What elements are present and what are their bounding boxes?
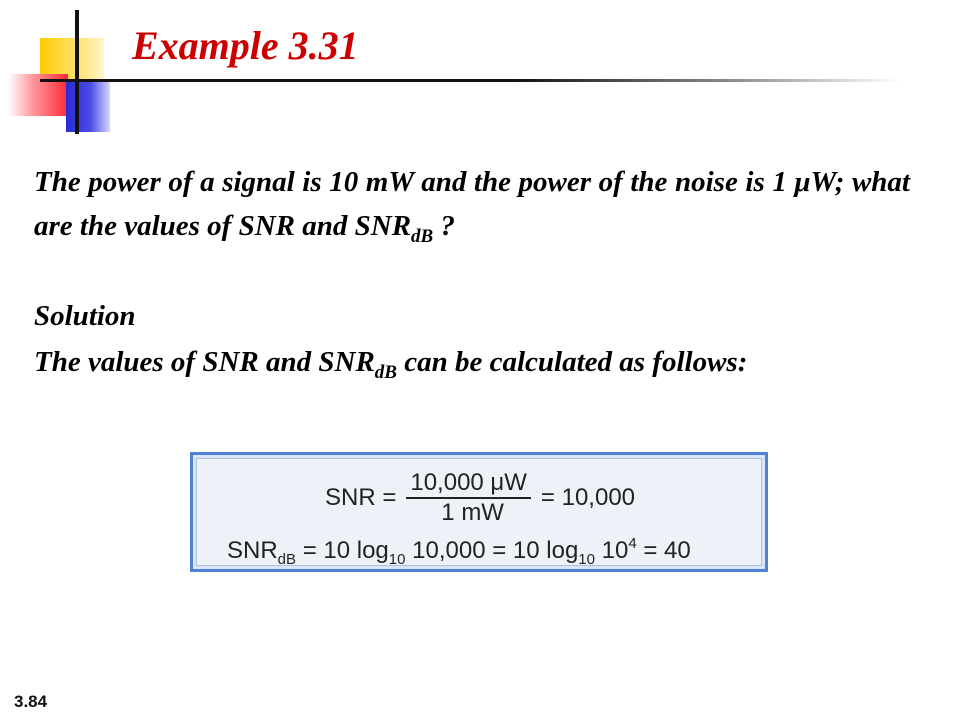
- log-base-1: 10: [388, 551, 406, 568]
- solution-subscript: dB: [374, 362, 397, 383]
- snr-formula: [325, 469, 635, 527]
- fraction-denominator: 1 mW: [441, 499, 504, 526]
- question-subscript: dB: [411, 226, 434, 247]
- snr-db-formula: [227, 535, 691, 568]
- snr-fraction: [406, 469, 531, 527]
- formula-box: [190, 452, 768, 572]
- snr-db-result: = 40: [636, 537, 691, 564]
- solution-heading: Solution: [34, 300, 136, 332]
- question-text: [34, 160, 910, 248]
- snr-lhs: SNR =: [325, 484, 397, 511]
- solution-part1: The values of SNR and SNR: [34, 346, 375, 378]
- snr-db-part-c: 10: [594, 537, 629, 564]
- solution-part2: can be calculated as follows:: [396, 346, 748, 378]
- decor-blue-square: [66, 80, 110, 132]
- snr-db-part-a: = 10 log: [296, 537, 389, 564]
- question-main: The power of a signal is 10 mW and the power of the noise is 1 μW; what are the values of SNR and SNR: [34, 166, 910, 242]
- title-underline: [40, 79, 900, 82]
- snr-db-subscript: dB: [277, 551, 297, 568]
- log-base-2: 10: [578, 551, 595, 568]
- snr-db-part-b: 10,000 = 10 log: [405, 537, 579, 564]
- decor-vertical-line: [75, 10, 79, 134]
- formula-panel: [196, 458, 762, 566]
- page-number: 3.84: [14, 692, 48, 711]
- question-end: ?: [433, 210, 455, 242]
- fraction-numerator: 10,000 μW: [406, 469, 531, 499]
- slide-title: Example 3.31: [132, 23, 359, 68]
- snr-result: = 10,000: [540, 484, 636, 511]
- solution-text: [34, 340, 910, 384]
- exponent: 4: [628, 535, 637, 552]
- snr-db-label: SNR: [227, 537, 278, 564]
